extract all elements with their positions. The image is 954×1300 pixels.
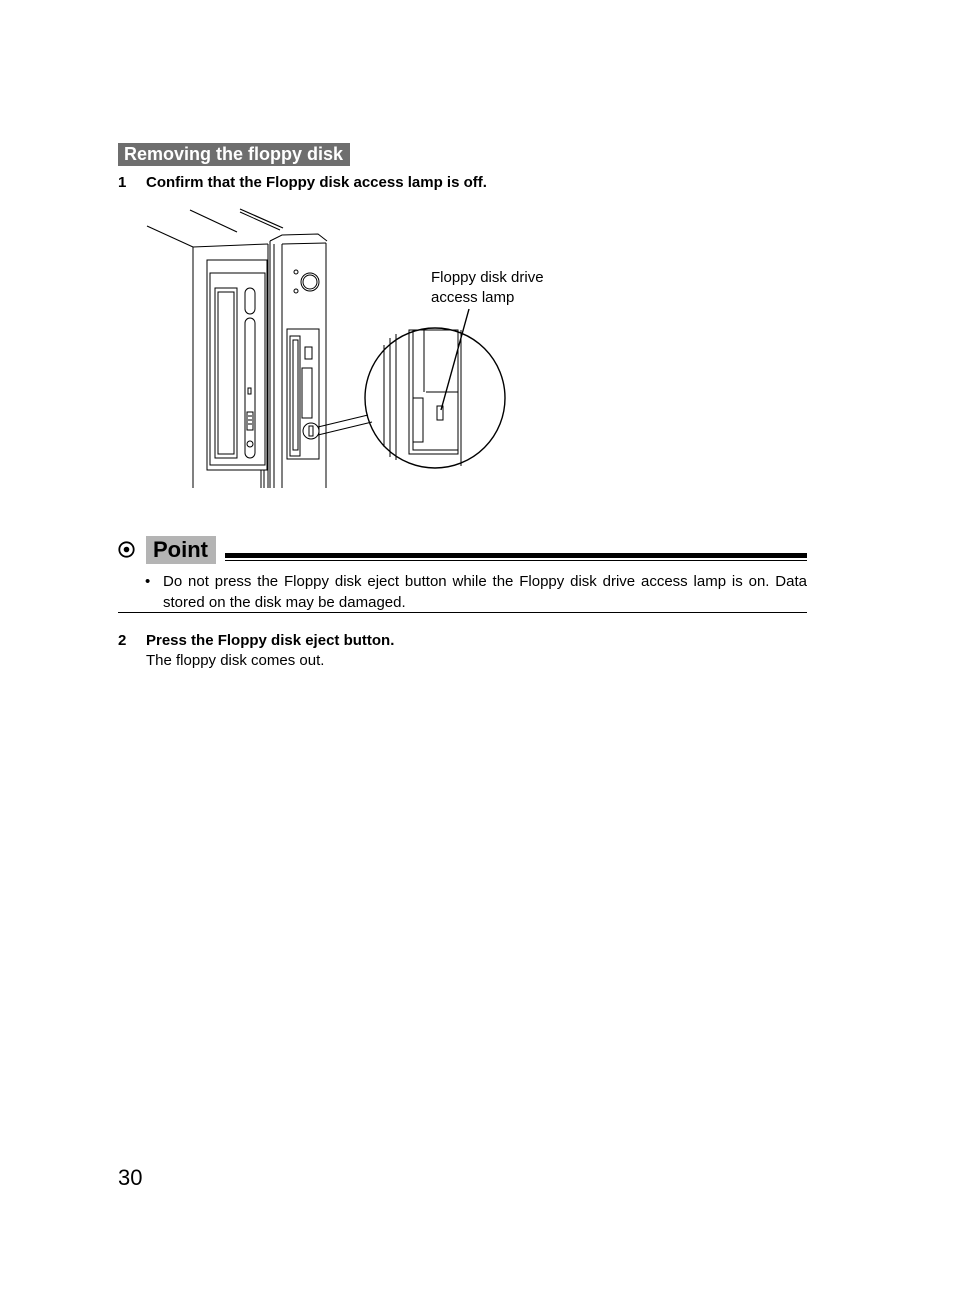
- step-detail: The floppy disk comes out.: [146, 652, 325, 669]
- point-header: [118, 535, 807, 565]
- point-label: Point: [146, 536, 216, 564]
- callout-line-2: access lamp: [431, 289, 515, 306]
- step-number: 2: [118, 632, 127, 649]
- step-title: Press the Floppy disk eject button.: [146, 632, 395, 649]
- point-note: [118, 571, 807, 613]
- target-circle-icon: [118, 541, 135, 558]
- step-number: 1: [118, 174, 127, 191]
- page-number: 30: [118, 1165, 143, 1190]
- point-rule-thick: [225, 553, 807, 558]
- step-title: Confirm that the Floppy disk access lamp is off.: [146, 174, 487, 191]
- point-bottom-rule: [118, 612, 807, 613]
- access-lamp-callout: [431, 268, 591, 308]
- section-heading: Removing the floppy disk: [118, 143, 350, 166]
- point-note-text: Do not press the Floppy disk eject button while the Floppy disk drive access lamp is on. Data stored on the disk may be damaged.: [163, 573, 807, 611]
- computer-front-illustration: [140, 200, 560, 495]
- point-rule-thin: [225, 560, 807, 561]
- bullet-mark: •: [145, 573, 151, 590]
- callout-line-1: Floppy disk drive: [431, 269, 544, 286]
